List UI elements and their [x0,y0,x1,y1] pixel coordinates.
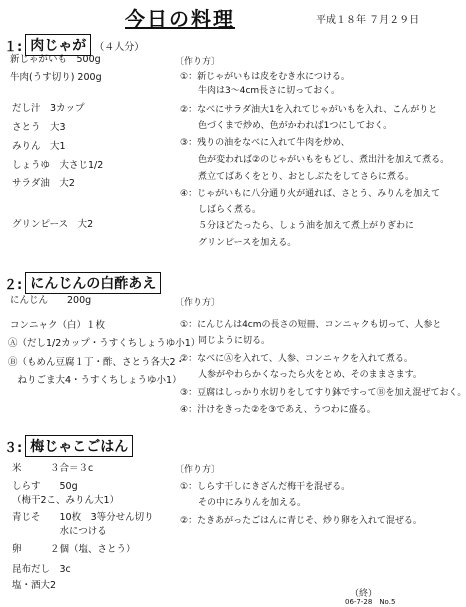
step: 人参がやわらかくなったら火をとめ、そのままさます。 [180,370,422,380]
end-mark: （終） [350,589,378,599]
step: しばらく煮る。 [180,205,262,215]
method-label: 〔作り方〕 [175,57,221,67]
recipe-number: ３: [4,440,23,456]
recipe-1-heading [4,34,144,56]
recipe-number: １: [4,39,23,55]
step: 牛肉は3〜4cm長さに切っておく。 [180,86,340,96]
recipe-name: 梅じゃこごはん [25,435,133,457]
date: 平成１８年 ７月２９日 [316,15,420,26]
step: 色づくまで炒め、色がかわれば1つにしておく。 [180,121,393,131]
step: ①：にんじんは4cmの長さの短冊、コンニャクも切って、人参と [180,320,442,330]
ingredient: ねりごま大4・うすくちしょうゆ小1） [8,375,182,386]
ingredient: 牛肉(うす切り) 200g [10,72,102,83]
step: 煮立てばあくをとり、おとしぶたをしてさらに煮る。 [180,172,415,182]
ingredient: 塩・酒大2 [12,580,57,591]
recipe-name: 肉じゃが [25,34,91,56]
ingredient: サラダ油 大2 [12,178,75,189]
step: ③：残りの油をなべに入れて牛肉を炒め、 [180,138,350,148]
method-label: 〔作り方〕 [175,465,221,475]
recipe-name: にんじんの白酢あえ [25,272,161,294]
step: ④：汁けをきった②を③であえ、うつわに盛る。 [180,405,376,415]
recipe-3-heading [4,435,133,457]
method-label: 〔作り方〕 [175,298,221,308]
ingredient: コンニャク（白）１枚 [10,320,106,331]
doc-code: 06-7-28 No.5 [345,598,396,606]
step: ②：なべにⒶを入れて、人参、コンニャクを入れて煮る。 [180,354,413,364]
step: ①：新じゃがいもは皮をむき水につける。 [180,72,350,82]
step: ③：豆腐はしっかり水切りをしてすり鉢ですってⒷを加え混ぜておく。 [180,388,466,398]
step: 色が変われば②のじゃがいもをもどし、煮出汁を加えて煮る。 [180,155,450,165]
ingredient: にんじん 200g [10,295,92,306]
step: その中にみりんを加える。 [180,498,307,508]
ingredient: （梅干2こ、みりん大1） [12,495,120,506]
ingredient: グリンピース 大2 [12,219,94,230]
ingredient: 米 ３合＝３c [12,463,94,474]
ingredient: みりん 大1 [12,141,66,152]
ingredient: 青じそ 10枚 3等分せん切り [12,512,154,523]
ingredient: Ⓑ（もめん豆腐１丁・酢、さとう各大2・ [8,357,186,368]
page-title: 今日の料理 [125,7,235,31]
step: ②：たきあがったごはんに青じそ、炒り卵を入れて混ぜる。 [180,516,422,526]
ingredient: だし汁 3カップ [12,103,85,114]
step: グリンピースを加える。 [180,238,297,248]
recipe-servings: （４人分） [94,41,145,53]
ingredient: 昆布だし 3c [12,564,71,575]
ingredient: Ⓐ（だし1/2カップ・うすくちしょうゆ小1） [8,338,201,349]
step: 同じように切る。 [180,336,271,346]
recipe-number: ２: [4,277,23,293]
ingredient: しらす 50g [12,481,78,492]
ingredient: しょうゆ 大さじ1/2 [12,160,104,171]
step: ①：しらす干しにきざんだ梅干を混ぜる。 [180,482,351,492]
ingredient: 水につける [12,526,107,537]
ingredient: 卵 ２個（塩、さとう） [12,544,136,555]
ingredient: 新じゃがいも 500g [10,54,101,65]
ingredient: さとう 大3 [12,122,66,133]
step: ④：じゃがいもに八分通り火が通れば、さとう、みりんを加えて [180,189,441,199]
step: ５分ほどたったら、しょう油を加えて煮上がりぎわに [180,221,415,231]
recipe-2-heading [4,272,161,294]
step: ②：なべにサラダ油大1を入れてじゃがいもを入れ、こんがりと [180,105,438,115]
